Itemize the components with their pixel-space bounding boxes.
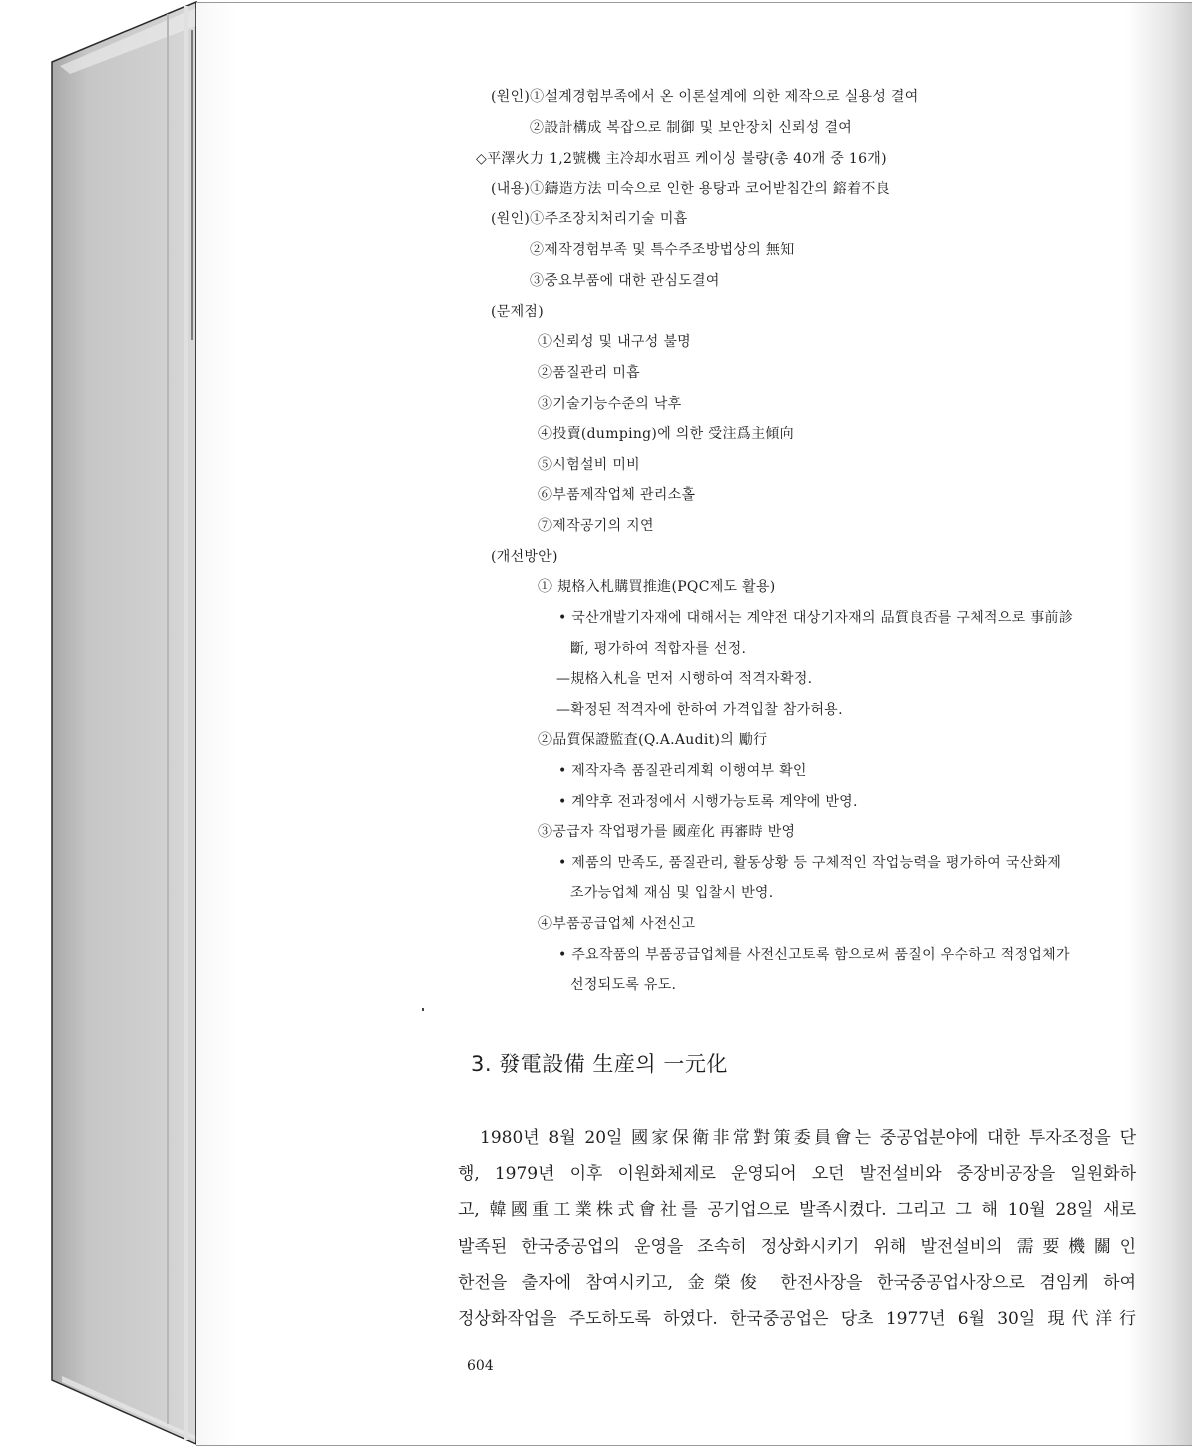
improvements-label: (개선방안) (491, 549, 558, 565)
cause-line-1: (원인)①설계경험부족에서 온 이론설계에 의한 제작으로 실용성 결여 (491, 89, 919, 105)
improvement-bullet-cont: 斷, 평가하여 적합자를 선정. (570, 641, 747, 657)
improvement-bullet-cont: 선정되도록 유도. (570, 977, 677, 993)
paragraph-line: 1980년 8월 20일 國家保衛非常對策委員會는 중공업분야에 대한 투자조정을 단 (480, 1128, 1136, 1148)
book-spine-edge (0, 0, 200, 1446)
problem-item: ④投賣(dumping)에 의한 受注爲主傾向 (538, 426, 794, 442)
improvement-bullet-cont: 조가능업체 재심 및 입찰시 반영. (570, 885, 774, 901)
problem-item: ①신뢰성 및 내구성 불명 (538, 334, 691, 350)
improvement-bullet: • 계약후 전과정에서 시행가능토록 계약에 반영. (558, 794, 858, 810)
improvement-dash: —확정된 적격자에 한하여 가격입찰 참가허용. (556, 702, 843, 718)
improvement-bullet: • 제작자측 품질관리계획 이행여부 확인 (558, 763, 807, 779)
cause-line-3: (원인)①주조장치처리기술 미흡 (491, 211, 688, 227)
cause-line-2: ②設計構成 복잡으로 制御 및 보안장치 신뢰성 결여 (530, 120, 853, 136)
improvement-item-3: ③공급자 작업평가를 國産化 再審時 반영 (538, 824, 796, 840)
improvement-bullet: • 주요작품의 부품공급업체를 사전신고토록 함으로써 품질이 우수하고 적정업체가 (558, 947, 1070, 963)
cause-line-5: ③중요부품에 대한 관심도결여 (530, 273, 720, 289)
content-line: (내용)①鑄造方法 미숙으로 인한 용탕과 코어받침간의 鎔着不良 (491, 181, 890, 197)
paragraph-line: 고, 韓國重工業株式會社를 공기업으로 발족시켰다. 그리고 그 해 10월 28일 새로 (458, 1200, 1136, 1221)
improvement-item-4: ④부품공급업체 사전신고 (538, 916, 696, 932)
section-heading: 3. 發電設備 生産의 一元化 (471, 1052, 728, 1076)
section-paragraph (458, 1120, 1136, 1337)
problem-item: ②품질관리 미흡 (538, 365, 640, 381)
problem-item: ⑦제작공기의 지연 (538, 518, 654, 534)
paragraph-line: 발족된 한국중공업의 운영을 조속히 정상화시키기 위해 발전설비의 需要機關인 (458, 1236, 1136, 1257)
document-page (196, 2, 1192, 1446)
improvement-item-1: ① 規格入札購買推進(PQC제도 활용) (538, 579, 776, 595)
improvement-item-2: ②品質保證監査(Q.A.Audit)의 勵行 (538, 732, 768, 748)
improvement-bullet: • 국산개발기자재에 대해서는 계약전 대상기자재의 品質良否를 구체적으로 事前診 (558, 610, 1074, 626)
scan-speck (422, 1008, 424, 1011)
page-number: 604 (467, 1358, 494, 1374)
paragraph-line: 정상화작업을 주도하도록 하였다. 한국중공업은 당초 1977년 6월 30일 現代洋行 (458, 1309, 1136, 1330)
problems-label: (문제점) (491, 304, 544, 320)
paragraph-line: 한전을 출자에 참여시키고, 金榮俊 한전사장을 한국중공업사장으로 겸임케 하여 (458, 1272, 1136, 1293)
improvement-bullet: • 제품의 만족도, 품질관리, 활동상황 등 구체적인 작업능력을 평가하여 국산화제 (558, 855, 1062, 871)
cause-line-4: ②제작경험부족 및 특수주조방법상의 無知 (530, 242, 795, 258)
case-title: ◇平澤火力 1,2號機 主冷却水펌프 케이싱 불량(총 40개 중 16개) (476, 151, 887, 167)
problem-item: ③기술기능수준의 낙후 (538, 396, 682, 412)
page-content (196, 3, 1192, 1445)
paragraph-line: 행, 1979년 이후 이원화체제로 운영되어 오던 발전설비와 중장비공장을 일원화하 (458, 1164, 1136, 1185)
problem-item: ⑤시험설비 미비 (538, 457, 640, 473)
improvement-dash: —規格入札을 먼저 시행하여 적격자확정. (556, 671, 813, 687)
problem-item: ⑥부품제작업체 관리소홀 (538, 487, 696, 503)
